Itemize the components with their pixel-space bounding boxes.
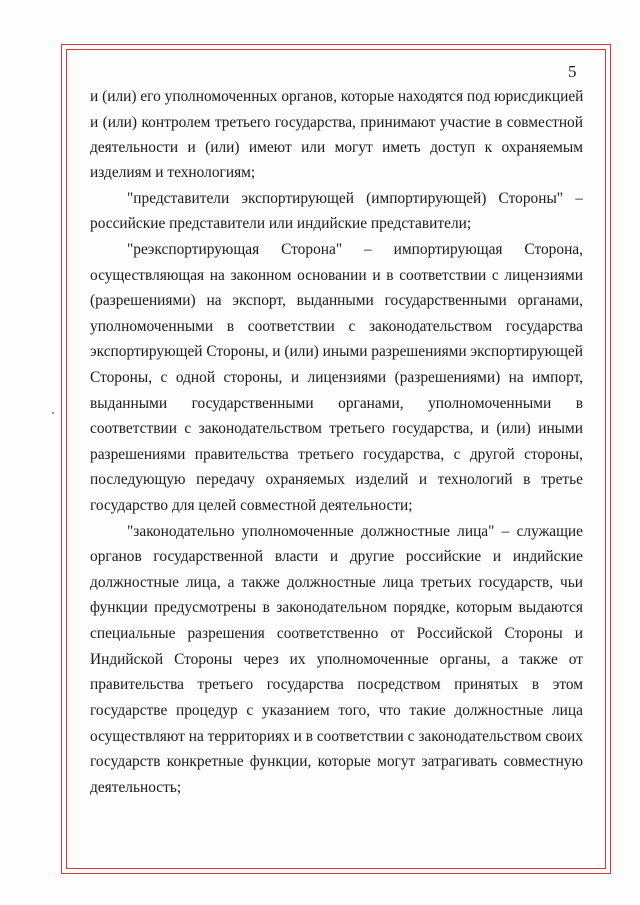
page-number: 5 xyxy=(568,62,577,81)
text-line: государство для целей совместной деятельности; xyxy=(90,497,413,514)
text-line: органов государственной власти и другие российские и индийские xyxy=(90,548,583,565)
text-line: государств конкретные функции, которые могут затрагивать совместную xyxy=(90,753,583,770)
text-line: специальные разрешения соответственно от Российской Стороны и xyxy=(90,625,583,642)
text-line: изделиям и технологиям; xyxy=(90,164,256,181)
text-line: разрешениями правительства третьего государства, с другой стороны, xyxy=(90,446,583,463)
text-line: последующую передачу охраняемых изделий и технологий в третье xyxy=(90,471,583,488)
text-line: Стороны, с одной стороны, и лицензиями (разрешениями) на импорт, xyxy=(90,369,583,386)
text-line: осуществляют на территориях и в соответствии с законодательством своих xyxy=(90,728,583,745)
text-line: экспортирующей Стороны, и (или) иными разрешениями экспортирующей xyxy=(90,343,583,360)
text-line: выданными государственными органами, уполномоченными в xyxy=(90,395,583,412)
text-line: российские представители или индийские представители; xyxy=(90,215,472,232)
text-line: "реэкспортирующая Сторона" – импортирующая Сторона, xyxy=(127,241,583,258)
text-line: должностные лица, а также должностные лица третьих государств, чьи xyxy=(90,574,583,591)
text-line: и (или) его уполномоченных органов, которые находятся под юрисдикцией xyxy=(90,88,584,105)
scan-speck xyxy=(52,412,54,414)
text-line: государстве процедур с указанием того, что такие должностные лица xyxy=(90,702,583,719)
text-line: деятельности и (или) имеют или могут иметь доступ к охраняемым xyxy=(90,139,583,156)
text-line: деятельность; xyxy=(90,779,182,796)
text-line: "представители экспортирующей (импортирующей) Стороны" – xyxy=(127,190,583,207)
text-line: функции предусмотрены в законодательном порядке, которым выдаются xyxy=(90,599,583,616)
text-line: "законодательно уполномоченные должностные лица" – служащие xyxy=(127,523,583,540)
text-line: Индийской Стороны через их уполномоченные органы, а также от xyxy=(90,651,583,668)
text-line: (разрешениями) на экспорт, выданными государственными органами, xyxy=(90,292,583,309)
text-line: уполномоченными в соответствии с законодательством государства xyxy=(90,318,583,335)
text-line: правительства третьего государства посредством принятых в этом xyxy=(90,676,583,693)
text-line: и (или) контролем третьего государства, принимают участие в совместной xyxy=(90,114,583,131)
text-line: осуществляющая на законном основании и в соответствии с лицензиями xyxy=(90,267,583,284)
text-line: соответствии с законодательством третьего государства, и (или) иными xyxy=(90,420,583,437)
